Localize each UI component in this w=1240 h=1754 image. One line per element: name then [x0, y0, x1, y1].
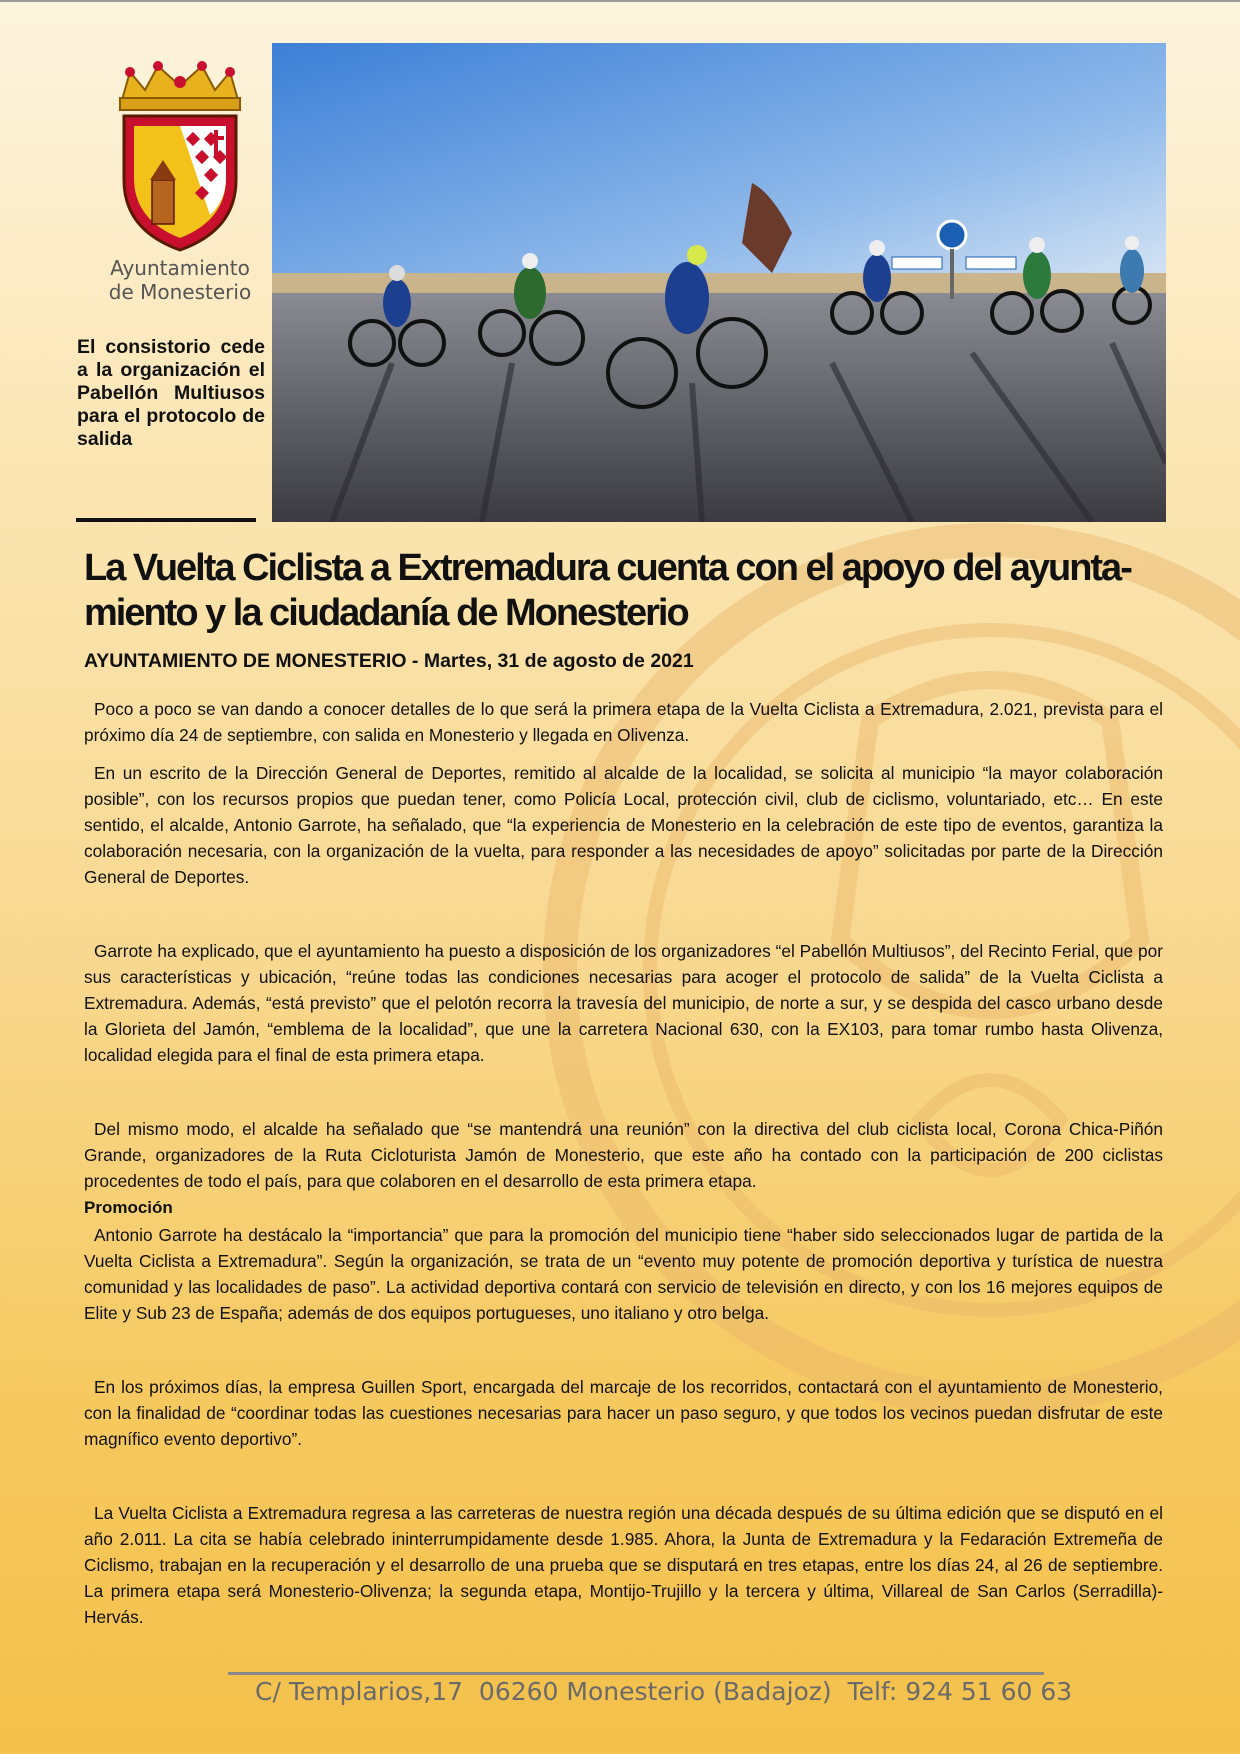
- municipal-logo: [100, 60, 260, 310]
- section-subhead: Promoción: [84, 1198, 173, 1217]
- paragraph-7: La Vuelta Ciclista a Extremadura regresa a las carreteras de nuestra región una década después de su última edición que se disputó en el año 2.011. La cita se había celebrado ininterrumpidamente desde 1.985. Ahora, la Junta de Extremadura y la Fedaración Extremeña de Ciclismo, trabajan en la recuperación y el desarrollo de una prueba que se disputará en tres etapas, entre los días 24, al 26 de septiembre. La primera etapa será Monesterio-Olivenza; la segunda etapa, Montijo-Trujillo y la tercera y última, Villareal de San Carlos (Serradilla)-Hervás.: [84, 1503, 1163, 1627]
- paragraph-4: Del mismo modo, el alcalde ha señalado que “se mantendrá una reunión” con la directiva del club ciclista local, Corona Chica-Piñón Grande, organizadores de la Ruta Cicloturista Jamón de Monesterio, que este año ha contado con la participación de 200 ciclistas procedentes de todo el país, para que colaboren en el desarrollo de esta primera etapa.: [84, 1119, 1163, 1191]
- paragraph-6: En los próximos días, la empresa Guillen Sport, encargada del marcaje de los recorridos, contactará con el ayuntamiento de Monesterio, con la finalidad de “coordinar todas las cuestiones necesarias para hacer un paso seguro, y que todos los vecinos puedan disfrutar de este magnífico evento deportivo”.: [84, 1377, 1163, 1449]
- article-headline: La Vuelta Ciclista a Extremadura cuenta con el apoyo del ayuntamiento y la ciudadanía de Monesterio: [84, 547, 1133, 634]
- coat-of-arms-icon: [100, 60, 260, 260]
- footer-rule: [228, 1672, 1044, 1675]
- cyclists-photo: [272, 43, 1166, 522]
- top-border: [0, 0, 1240, 2]
- paragraph-3: Garrote ha explicado, que el ayuntamiento ha puesto a disposición de los organizadores “el Pabellón Multiusos”, del Recinto Ferial, que por sus características y ubicación, “reúne todas las condiciones necesarias para acoger el protocolo de salida” de la Vuelta Ciclista a Extremadura. Además, “está previsto” que el pelotón recorra la travesía del municipio, de norte a sur, y se despida del casco urbano desde la Glorieta del Jamón, “emblema de la localidad”, que une la carretera Nacional 630, con la EX103, para tomar rumbo hasta Olivenza, localidad elegida para el final de esta primera etapa.: [84, 941, 1163, 1065]
- article-byline: AYUNTAMIENTO DE MONESTERIO - Martes, 31 de agosto de 2021: [84, 650, 694, 672]
- pull-quote-rule: [76, 518, 256, 522]
- paragraph-1: Poco a poco se van dando a conocer detalles de lo que será la primera etapa de la Vuelta Ciclista a Extremadura, 2.021, prevista para el próximo día 24 de septiembre, con salida en Monesterio y llegada en Olivenza.: [84, 699, 1163, 745]
- paragraph-2: En un escrito de la Dirección General de Deportes, remitido al alcalde de la localidad, se solicita al municipio “la mayor colaboración posible”, con los recursos propios que puedan tener, como Policía Local, protección civil, club de ciclismo, voluntariado, etc… En este sentido, el alcalde, Antonio Garrote, ha señalado, que “la experiencia de Monesterio en la celebración de este tipo de eventos, garantiza la colaboración necesaria, con la organización de la vuelta, para responder a las necesidades de apoyo” solicitadas por parte de la Dirección General de Deportes.: [84, 763, 1163, 887]
- paragraph-5: Antonio Garrote ha destácalo la “importancia” que para la promoción del municipio tiene “haber sido seleccionados lugar de partida de la Vuelta Ciclista a Extremadura”. Según la organización, se trata de un “evento muy potente de promoción deportiva y turística de nuestra comunidad y las localidades de paso”. La actividad deportiva contará con servicio de televisión en directo, y con los 16 mejores equipos de Elite y Sub 23 de España; además de dos equipos portugueses, uno italiano y otro belga.: [84, 1225, 1163, 1323]
- pull-quote: El consistorio cede a la organización el Pabellón Multiusos para el protocolo de salida: [77, 336, 265, 450]
- logo-text-line1: Ayuntamiento: [110, 256, 250, 280]
- footer-address: C/ Templarios,17 06260 Monesterio (Badajoz) Telf: 924 51 60 63: [255, 1677, 1073, 1706]
- article-body: [84, 696, 1163, 1630]
- logo-text-line2: de Monesterio: [108, 280, 252, 304]
